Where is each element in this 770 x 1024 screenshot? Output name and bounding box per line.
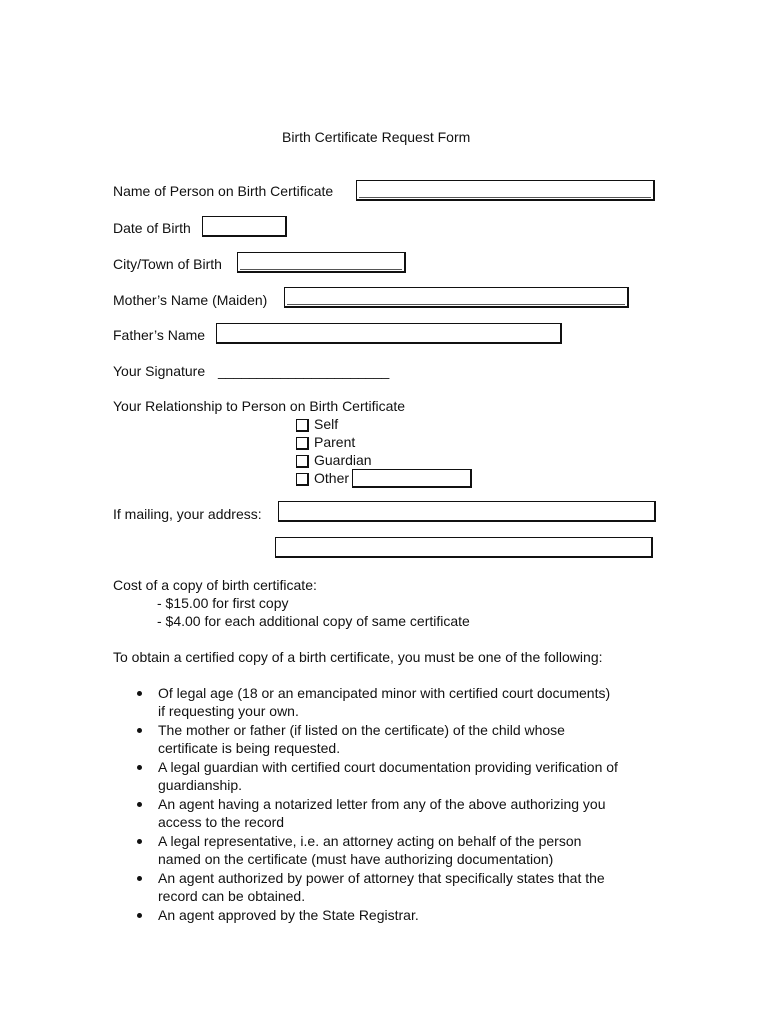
requirement-line: The mother or father (if listed on the certificate) of the child whose <box>158 722 565 738</box>
checkbox-guardian[interactable] <box>296 455 309 468</box>
option-other-label: Other <box>314 470 350 486</box>
dob-field[interactable] <box>202 216 287 237</box>
mother-label: Mother’s Name (Maiden) <box>113 292 268 308</box>
mother-field[interactable] <box>284 287 629 308</box>
relationship-label: Your Relationship to Person on Birth Certificate <box>113 398 406 414</box>
requirement-line: An agent having a notarized letter from any of the above authorizing you <box>158 796 606 812</box>
checkbox-other[interactable] <box>296 473 309 486</box>
checkbox-parent[interactable] <box>296 437 309 450</box>
bullet-icon <box>137 802 142 807</box>
requirement-line: guardianship. <box>158 777 243 793</box>
bullet-icon <box>137 839 142 844</box>
name-field[interactable] <box>356 180 655 201</box>
cost-item: - $15.00 for first copy <box>157 595 289 611</box>
signature-line[interactable]: ______________________ <box>218 363 390 379</box>
bullet-icon <box>137 765 142 770</box>
father-label: Father’s Name <box>113 327 206 343</box>
requirement-line: named on the certificate (must have authorizing documentation) <box>158 851 554 867</box>
requirement-line: if requesting your own. <box>158 703 299 719</box>
requirement-line: Of legal age (18 or an emancipated minor with certified court documents) <box>158 685 611 701</box>
option-guardian-label: Guardian <box>314 452 372 468</box>
option-parent-label: Parent <box>314 434 356 450</box>
bullet-icon <box>137 913 142 918</box>
signature-label: Your Signature <box>113 363 206 379</box>
requirement-line: certificate is being requested. <box>158 740 341 756</box>
other-field[interactable] <box>352 469 472 488</box>
requirement-line: record can be obtained. <box>158 888 306 904</box>
requirement-line: An agent authorized by power of attorney that specifically states that the <box>158 870 605 886</box>
name-label: Name of Person on Birth Certificate <box>113 183 334 199</box>
option-self-label: Self <box>314 416 339 432</box>
bullet-icon <box>137 728 142 733</box>
dob-label: Date of Birth <box>113 220 191 236</box>
address-field-line1[interactable] <box>278 501 656 522</box>
checkbox-self[interactable] <box>296 419 309 432</box>
cost-heading: Cost of a copy of birth certificate: <box>113 577 317 593</box>
city-field[interactable] <box>237 252 406 273</box>
page-title: Birth Certificate Request Form <box>282 129 471 145</box>
requirement-line: access to the record <box>158 814 285 830</box>
city-label: City/Town of Birth <box>113 256 222 272</box>
requirement-line: A legal guardian with certified court documentation providing verification of <box>158 759 618 775</box>
address-label: If mailing, your address: <box>113 506 262 522</box>
bullet-icon <box>137 876 142 881</box>
requirement-line: An agent approved by the State Registrar. <box>158 907 419 923</box>
bullet-icon <box>137 691 142 696</box>
requirement-line: A legal representative, i.e. an attorney acting on behalf of the person <box>158 833 582 849</box>
father-field[interactable] <box>216 323 562 344</box>
requirements-intro: To obtain a certified copy of a birth certificate, you must be one of the following: <box>113 649 603 665</box>
cost-item: - $4.00 for each additional copy of same certificate <box>157 613 470 629</box>
address-field-line2[interactable] <box>275 537 653 558</box>
